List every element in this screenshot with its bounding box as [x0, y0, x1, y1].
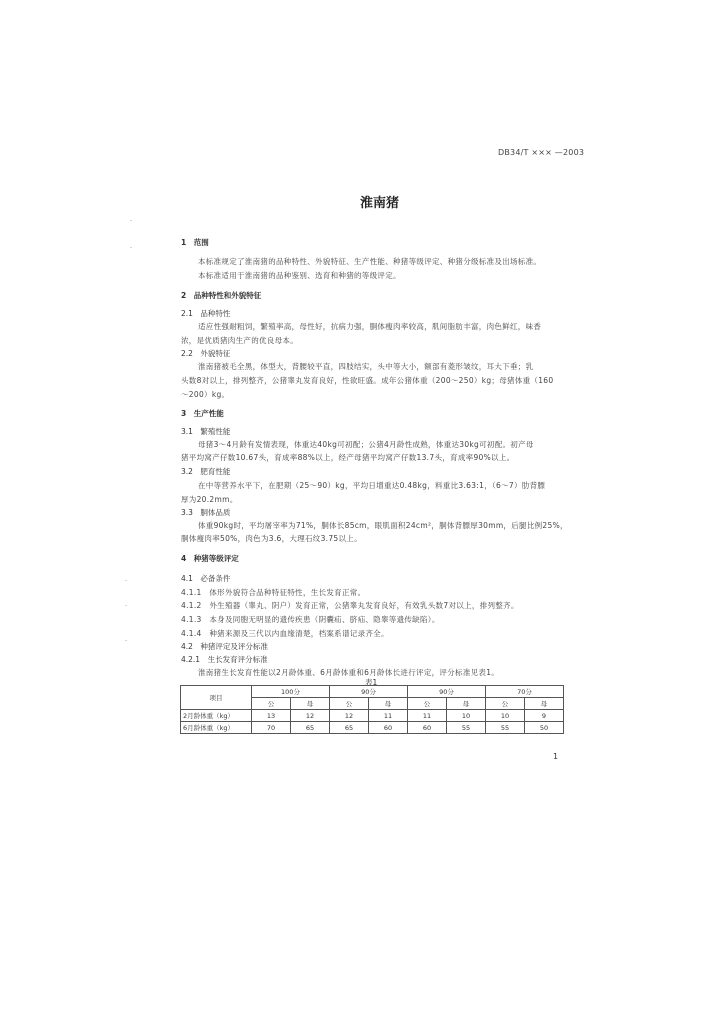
table-cell: 70: [252, 722, 291, 734]
margin-mark: -: [125, 637, 128, 644]
table-row-label: 6月龄体重（kg）: [181, 722, 252, 734]
margin-mark: -: [125, 577, 128, 584]
clause: 4.1.1 体形外貌符合品种特征特性，生长发育正常。: [181, 588, 366, 597]
section-4-2-heading: 4.2 种猪评定及评分标准: [181, 642, 268, 651]
paragraph: 在中等营养水平下，在肥期（25～90）kg，平均日增重达0.48kg，料重比3.63:1，（6～7）肋背膘: [198, 481, 546, 490]
clause: 4.1.4 种猪来源及三代以内血缘清楚，档案系谱记录齐全。: [181, 629, 389, 638]
section-4-heading: 4 种猪等级评定: [181, 554, 239, 563]
paragraph: ～200）kg。: [181, 390, 230, 399]
table-sub-header: 公: [252, 698, 291, 710]
section-2-1-heading: 2.1 品种特性: [181, 309, 231, 318]
section-4-1-heading: 4.1 必备条件: [181, 574, 231, 583]
section-3-heading: 3 生产性能: [181, 409, 224, 418]
table-cell: 11: [408, 710, 447, 722]
table-group-header: 90分: [408, 686, 486, 698]
table-cell: 10: [447, 710, 486, 722]
table-cell: 55: [486, 722, 525, 734]
table-sub-header: 公: [330, 698, 369, 710]
paragraph: 母猪3～4月龄有发情表现，体重达40kg可初配；公猪4月龄性成熟，体重达30kg可初配。初产母: [198, 440, 534, 449]
table-cell: 60: [369, 722, 408, 734]
paragraph: 淮南猪被毛全黑，体型大，背腰较平直，四肢结实，头中等大小，额部有菱形皱纹，耳大下垂；乳: [198, 362, 534, 371]
table-sub-header: 母: [291, 698, 330, 710]
section-3-2-heading: 3.2 肥育性能: [181, 467, 231, 476]
table-cell: 65: [291, 722, 330, 734]
paragraph: 浓，是优质猪肉生产的优良母本。: [181, 336, 298, 345]
clause: 4.1.2 外生殖器（睾丸、阴户）发育正常，公猪睾丸发育良好，有效乳头数7对以上，排列整齐。: [181, 601, 519, 610]
paragraph: 适应性强耐粗饲，繁殖率高，母性好，抗病力强，胴体瘦肉率较高，肌间脂肪丰富，肉色鲜红，味香: [198, 322, 542, 331]
section-4-2-1-heading: 4.2.1 生长发育评分标准: [181, 655, 268, 664]
margin-mark: -: [125, 602, 128, 609]
paragraph: 体重90kg时，平均屠宰率为71%，胴体长85cm，眼肌面积24cm²，胴体背膘厚30mm，后腿比例25%，: [198, 521, 568, 530]
section-2-heading: 2 品种特性和外貌特征: [181, 291, 262, 300]
table-cell: 13: [252, 710, 291, 722]
table-sub-header: 公: [486, 698, 525, 710]
table-cell: 65: [330, 722, 369, 734]
table-cell: 10: [486, 710, 525, 722]
clause: 4.1.3 本身及同胞无明显的遗传疾患（阴囊疝、脐疝、隐睾等遗传缺陷）。: [181, 615, 440, 624]
table-caption: 表1: [365, 678, 378, 687]
margin-mark: -: [130, 217, 133, 224]
table-cell: 50: [525, 722, 564, 734]
paragraph: 胴体瘦肉率50%，肉色为3.6，大理石纹3.75以上。: [181, 534, 362, 543]
table-cell: 55: [447, 722, 486, 734]
paragraph: 厚为20.2mm。: [181, 495, 238, 504]
table-cell: 12: [291, 710, 330, 722]
margin-mark: -: [130, 244, 133, 251]
scoring-table: [180, 685, 564, 734]
table-cell: 9: [525, 710, 564, 722]
table-row: [181, 722, 564, 734]
paragraph: 本标准规定了淮南猪的品种特性、外貌特征、生产性能、种猪等级评定、种猪分级标准及出场标准。: [198, 257, 542, 266]
section-3-3-heading: 3.3 胴体品质: [181, 508, 231, 517]
table-sub-header: 母: [447, 698, 486, 710]
table-cell: 60: [408, 722, 447, 734]
table-row: [181, 710, 564, 722]
page-number: 1: [553, 752, 559, 761]
page-title: 淮南猪: [360, 196, 400, 211]
table-sub-header: 母: [369, 698, 408, 710]
table-group-header: 100分: [252, 686, 330, 698]
paragraph: 猪平均窝产仔数10.67头，育成率88%以上，经产母猪平均窝产仔数13.7头，育成率90%以上。: [181, 453, 515, 462]
table-group-header: 90分: [330, 686, 408, 698]
paragraph: 本标准适用于淮南猪的品种鉴别、选育和种猪的等级评定。: [198, 271, 401, 280]
paragraph: 头数8对以上，排列整齐，公猪睾丸发育良好，性欲旺盛。成年公猪体重（200～250）kg；母猪体重（160: [181, 376, 554, 385]
table-cell: 12: [330, 710, 369, 722]
table-row-label: 2月龄体重（kg）: [181, 710, 252, 722]
table-sub-header: 母: [525, 698, 564, 710]
section-3-1-heading: 3.1 繁殖性能: [181, 427, 231, 436]
table-sub-header: 公: [408, 698, 447, 710]
table-cell: 11: [369, 710, 408, 722]
table-item-header: 项目: [181, 686, 252, 710]
document-number: DB34/T ××× —2003: [498, 148, 585, 157]
table-group-header: 70分: [486, 686, 564, 698]
paragraph: 淮南猪生长发育性能以2月龄体重、6月龄体重和6月龄体长进行评定，评分标准见表1。: [198, 668, 500, 677]
section-1-heading: 1 范围: [181, 238, 209, 247]
section-2-2-heading: 2.2 外貌特征: [181, 349, 231, 358]
